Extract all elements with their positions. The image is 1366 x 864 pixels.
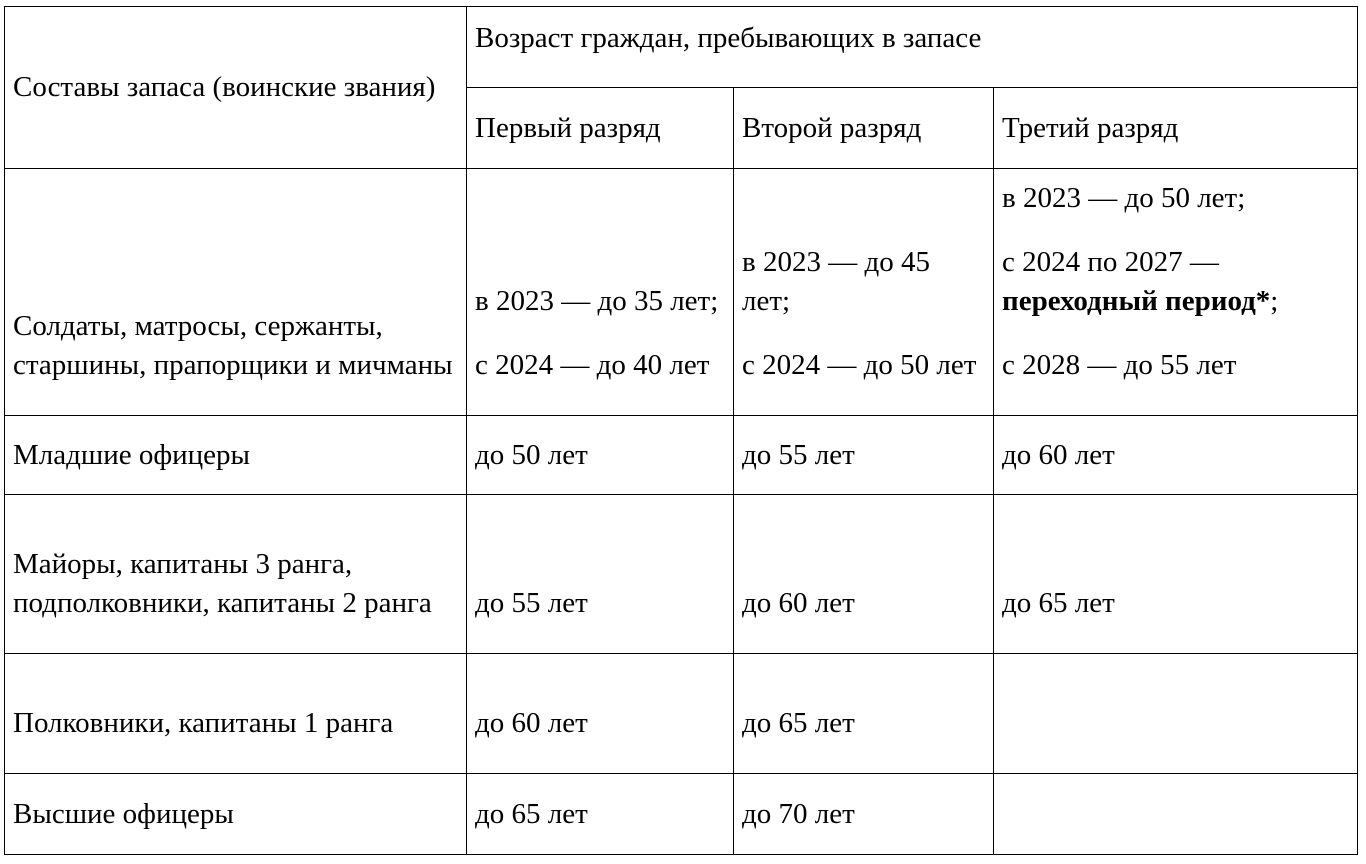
cell-line: в 2023 — до 50 лет;: [1002, 182, 1246, 214]
cell-colonels-rank3: [994, 654, 1358, 774]
cell-junior-rank1: до 50 лет: [467, 416, 734, 495]
cell-colonels-rank2: до 65 лет: [734, 654, 994, 774]
cell-line: с 2024 — до 40 лет: [475, 349, 710, 381]
cell-junior-rank2: до 55 лет: [734, 416, 994, 495]
table-row-senior: [5, 774, 1358, 855]
cell-junior-rank3: до 60 лет: [994, 416, 1358, 495]
cell-line-transitional: [1002, 243, 1349, 321]
cell-line: в 2023 — до 45 лет;: [742, 246, 930, 317]
cell-line: с 2028 — до 55 лет: [1002, 349, 1237, 381]
header-rank1: Первый разряд: [467, 88, 734, 169]
cell-senior-rank1: до 65 лет: [467, 774, 734, 855]
row-label-junior: Младшие офицеры: [5, 416, 467, 495]
reserve-age-table: [4, 6, 1358, 855]
cell-majors-rank1: до 55 лет: [467, 495, 734, 654]
cell-line: с 2024 — до 50 лет: [742, 349, 977, 381]
header-rank3: Третий разряд: [994, 88, 1358, 169]
transitional-period-emphasis: переходный период*: [1002, 285, 1271, 317]
cell-colonels-rank1: до 60 лет: [467, 654, 734, 774]
row-label-senior: Высшие офицеры: [5, 774, 467, 855]
cell-senior-rank3: [994, 774, 1358, 855]
header-row-1: [5, 7, 1358, 88]
cell-senior-rank2: до 70 лет: [734, 774, 994, 855]
header-age-group: Возраст граждан, пребывающих в запасе: [467, 7, 1358, 88]
transitional-prefix: с 2024 по 2027 —: [1002, 246, 1219, 278]
header-rank2: Второй разряд: [734, 88, 994, 169]
table-row-junior: [5, 416, 1358, 495]
cell-majors-rank3: до 65 лет: [994, 495, 1358, 654]
cell-soldiers-rank1: [467, 169, 734, 416]
cell-soldiers-rank3: [994, 169, 1358, 416]
transitional-suffix: ;: [1270, 285, 1279, 317]
row-label-majors: Майоры, капитаны 3 ранга, подполковники, капитаны 2 ранга: [5, 495, 467, 654]
cell-soldiers-rank2: [734, 169, 994, 416]
table-row-majors: [5, 495, 1358, 654]
row-label-colonels: Полковники, капитаны 1 ранга: [5, 654, 467, 774]
table-row-soldiers: [5, 169, 1358, 416]
cell-majors-rank2: до 60 лет: [734, 495, 994, 654]
row-label-soldiers: Солдаты, матросы, сержанты, старшины, прапорщики и мичманы: [5, 169, 467, 416]
cell-line: в 2023 — до 35 лет;: [475, 285, 719, 317]
header-composition: Составы запаса (воинские звания): [5, 7, 467, 169]
table-row-colonels: [5, 654, 1358, 774]
